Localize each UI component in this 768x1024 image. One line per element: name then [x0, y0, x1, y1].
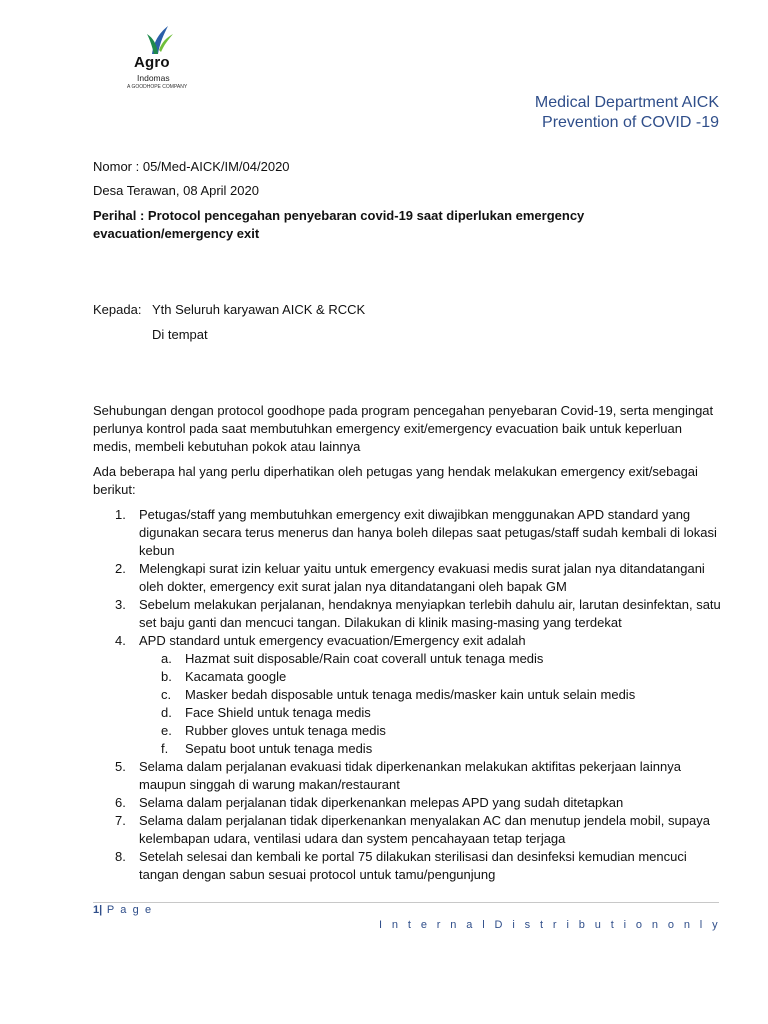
sub-item-letter: c. — [161, 687, 172, 702]
list-item-text: Setelah selesai dan kembali ke portal 75 dilakukan sterilisasi dan desinfeksi kemudian mencuci tangan dengan sabun sesuai protocol untuk tamu/pengunjung — [139, 849, 687, 882]
sub-item-letter: e. — [161, 723, 172, 738]
sub-item-text: Rubber gloves untuk tenaga medis — [185, 723, 386, 738]
recipient-label: Kepada: — [93, 302, 142, 317]
sub-item-letter: a. — [161, 651, 172, 666]
logo-sub: Indomas — [137, 73, 170, 83]
list-item-text: Selama dalam perjalanan tidak diperkenankan melepas APD yang sudah ditetapkan — [139, 795, 624, 810]
list-item-text: Melengkapi surat izin keluar yaitu untuk emergency evakuasi medis surat jalan nya ditandatangani oleh dokter, emergency exit surat jalan nya ditandatangani oleh bapak GM — [139, 561, 705, 594]
letter-number: Nomor : 05/Med-AICK/IM/04/2020 — [93, 159, 290, 174]
logo-name: Agro — [134, 54, 170, 71]
list-item-text: Selama dalam perjalanan tidak diperkenankan menyalakan AC dan menutup jendela mobil, supaya kelembapan udara, ventilasi udara dan system pencahayaan tetap terjaga — [139, 813, 710, 846]
letter-place-date: Desa Terawan, 08 April 2020 — [93, 183, 259, 198]
department-header — [535, 93, 719, 133]
sub-item-letter: d. — [161, 705, 172, 720]
intro-paragraph: Sehubungan dengan protocol goodhope pada program pencegahan penyebaran Covid-19, serta mengingat perlunya kontrol pada saat membutuhkan emergency exit/emergency evacuation baik untuk keperluan medis, membeli kebutuhan pokok atau lainnya — [93, 403, 714, 454]
protocol-list — [93, 506, 723, 884]
list-item — [93, 758, 723, 794]
footer-divider — [93, 902, 719, 903]
sub-item-text: Masker bedah disposable untuk tenaga medis/masker kain untuk selain medis — [185, 687, 636, 702]
instruction-paragraph: Ada beberapa hal yang perlu diperhatikan oleh petugas yang hendak melakukan emergency exit/sebagai berikut: — [93, 464, 698, 497]
department-title: Medical Department AICK — [534, 94, 719, 111]
list-item — [93, 812, 723, 848]
list-item-number: 7. — [115, 813, 126, 828]
list-item — [93, 848, 723, 884]
list-item-text: Selama dalam perjalanan evakuasi tidak diperkenankan melakukan aktifitas pekerjaan lainnya maupun singgah di warung makan/restaurant — [139, 759, 681, 792]
sub-item-text: Face Shield untuk tenaga medis — [185, 705, 371, 720]
list-item — [93, 506, 723, 560]
list-item-number: 6. — [115, 795, 126, 810]
sub-item-text: Hazmat suit disposable/Rain coat coverall untuk tenaga medis — [185, 651, 544, 666]
sub-list-item — [93, 686, 723, 704]
list-item-number: 5. — [115, 759, 126, 774]
recipient-place: Di tempat — [152, 327, 208, 342]
department-subtitle: Prevention of COVID -19 — [542, 114, 719, 131]
list-item-number: 4. — [115, 633, 126, 648]
list-item — [93, 794, 723, 812]
list-item-number: 8. — [115, 849, 126, 864]
footer-page-number — [93, 904, 153, 916]
sub-item-text: Sepatu boot untuk tenaga medis — [185, 741, 373, 756]
letter-subject: Perihal : Protocol pencegahan penyebaran covid-19 saat diperlukan emergency evacuation/emergency exit — [93, 208, 585, 241]
list-item — [93, 560, 723, 596]
sub-list-item — [93, 650, 723, 668]
sub-list-item — [93, 704, 723, 722]
list-item-text: Petugas/staff yang membutuhkan emergency exit diwajibkan menggunakan APD standard yang digunakan secara terus menerus dan hanya boleh dilepas saat petugas/staff sudah kembali di lokasi kebun — [139, 507, 717, 558]
sub-list-item — [93, 668, 723, 686]
recipient-name: Yth Seluruh karyawan AICK & RCCK — [152, 302, 366, 317]
list-item — [93, 632, 723, 650]
page-label: P a g e — [106, 904, 153, 916]
sub-item-letter: f. — [161, 741, 169, 756]
footer-distribution: I n t e r n a l D i s t r i b u t i o n o n l y — [379, 919, 721, 931]
company-logo — [124, 24, 196, 94]
page-separator: | — [99, 904, 103, 916]
sub-item-letter: b. — [161, 669, 172, 684]
sub-list-item — [93, 722, 723, 740]
list-item-number: 2. — [115, 561, 126, 576]
logo-tagline: A GOODHOPE COMPANY — [127, 84, 188, 90]
list-item-text: APD standard untuk emergency evacuation/Emergency exit adalah — [139, 633, 526, 648]
list-item-number: 3. — [115, 597, 126, 612]
sub-item-text: Kacamata google — [185, 669, 287, 684]
page-number: 1 — [93, 904, 100, 916]
agro-leaf-logo-icon — [146, 24, 174, 56]
list-item-text: Sebelum melakukan perjalanan, hendaknya menyiapkan terlebih dahulu air, larutan desinfektan, satu set baju ganti dan mencuci tangan. Dilakukan di klinik masing-masing yang terdekat — [139, 597, 721, 630]
sub-list-item — [93, 740, 723, 758]
list-item-number: 1. — [115, 507, 126, 522]
list-item — [93, 596, 723, 632]
